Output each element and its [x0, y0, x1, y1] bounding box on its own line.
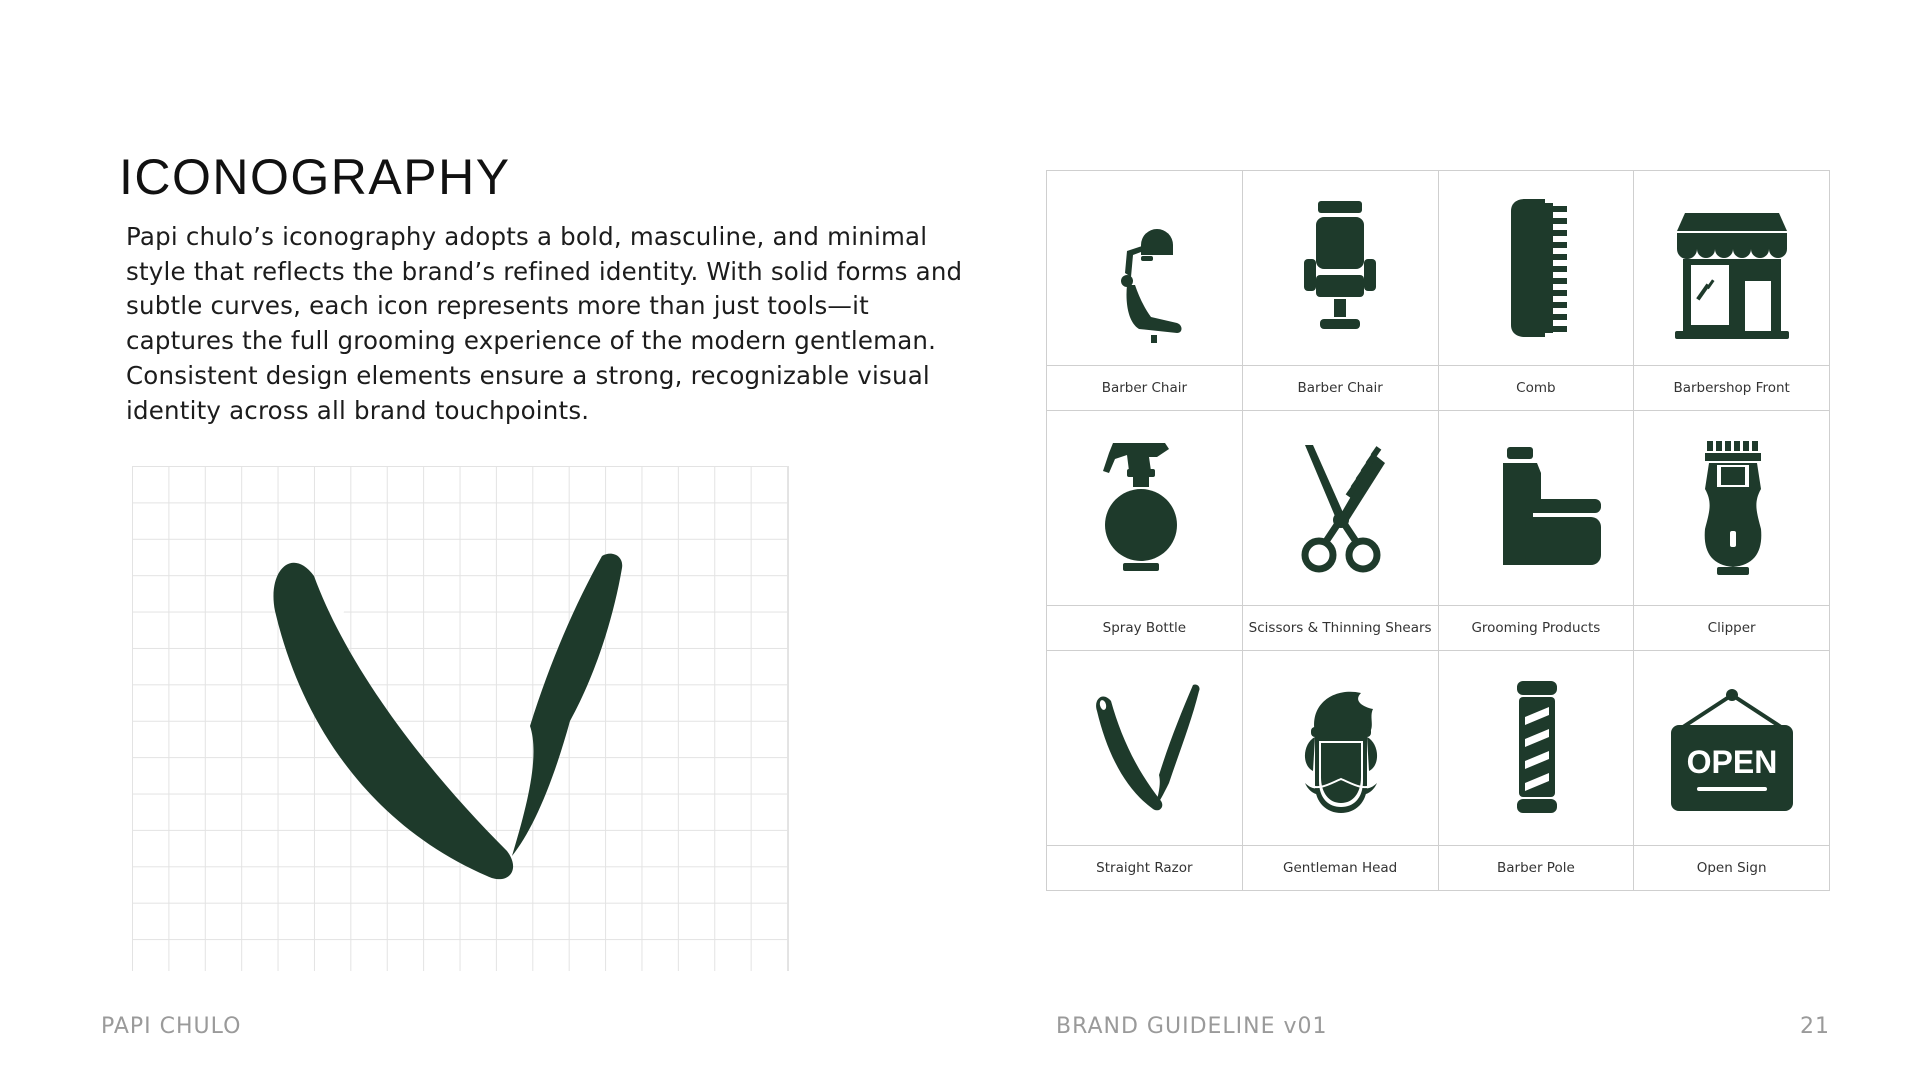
- straight-razor-icon: [1069, 673, 1219, 823]
- icon-tile: [1047, 651, 1243, 891]
- icon-label: Barber Chair: [1101, 380, 1188, 396]
- icon-label: Barber Chair: [1297, 380, 1383, 396]
- footer-document-title: BRAND GUIDELINE v01: [1056, 1014, 1328, 1039]
- icon-tile: [1634, 651, 1830, 891]
- icon-label: Grooming Products: [1471, 620, 1601, 636]
- clipper-icon: [1657, 433, 1807, 583]
- barbershop-front-icon: [1657, 193, 1807, 343]
- footer-brand: PAPI CHULO: [101, 1014, 242, 1039]
- open-sign-text: OPEN: [1686, 744, 1777, 780]
- spray-bottle-icon: [1069, 433, 1219, 583]
- gentleman-head-icon: [1265, 673, 1415, 823]
- icon-tile: [1243, 651, 1439, 891]
- comb-icon: [1461, 193, 1611, 343]
- barber-chair-lamp-icon: [1069, 193, 1219, 343]
- icon-label: Barber Pole: [1496, 860, 1575, 876]
- grooming-products-icon: [1461, 433, 1611, 583]
- icon-tile: [1047, 411, 1243, 651]
- page-number: 21: [1800, 1014, 1830, 1039]
- barber-pole-icon: [1461, 673, 1611, 823]
- icon-label: Clipper: [1707, 620, 1756, 636]
- open-sign-icon: [1657, 673, 1807, 823]
- icon-label: Spray Bottle: [1102, 620, 1187, 636]
- icon-tile: [1243, 411, 1439, 651]
- icon-tile: [1439, 171, 1635, 411]
- icon-tile: [1439, 651, 1635, 891]
- icon-label: Straight Razor: [1096, 860, 1193, 876]
- icon-label: Open Sign: [1696, 860, 1767, 876]
- icon-tile: [1634, 411, 1830, 651]
- icon-label: Scissors & Thinning Shears: [1248, 620, 1432, 636]
- icon-construction-grid: [132, 466, 789, 971]
- barber-chair-icon: [1265, 193, 1415, 343]
- icon-label: Comb: [1516, 380, 1556, 396]
- page-title: ICONOGRAPHY: [119, 149, 511, 205]
- icon-tile: [1243, 171, 1439, 411]
- scissors-icon: [1265, 433, 1415, 583]
- icon-library-grid: [1046, 170, 1830, 891]
- icon-tile: [1439, 411, 1635, 651]
- straight-razor-icon: [132, 466, 788, 971]
- icon-label: Gentleman Head: [1283, 860, 1398, 876]
- icon-tile: [1047, 171, 1243, 411]
- page-description: Papi chulo’s iconography adopts a bold, masculine, and minimal style that reflects the brand’s refined identity. With solid forms and subtle curves, each icon represents more than just tools—it captures the full grooming experience of the modern gentleman. Consistent design elements ensure a strong, recognizable visual identity across all brand touchpoints.: [126, 222, 963, 425]
- icon-label: Barbershop Front: [1673, 380, 1790, 396]
- icon-tile: [1634, 171, 1830, 411]
